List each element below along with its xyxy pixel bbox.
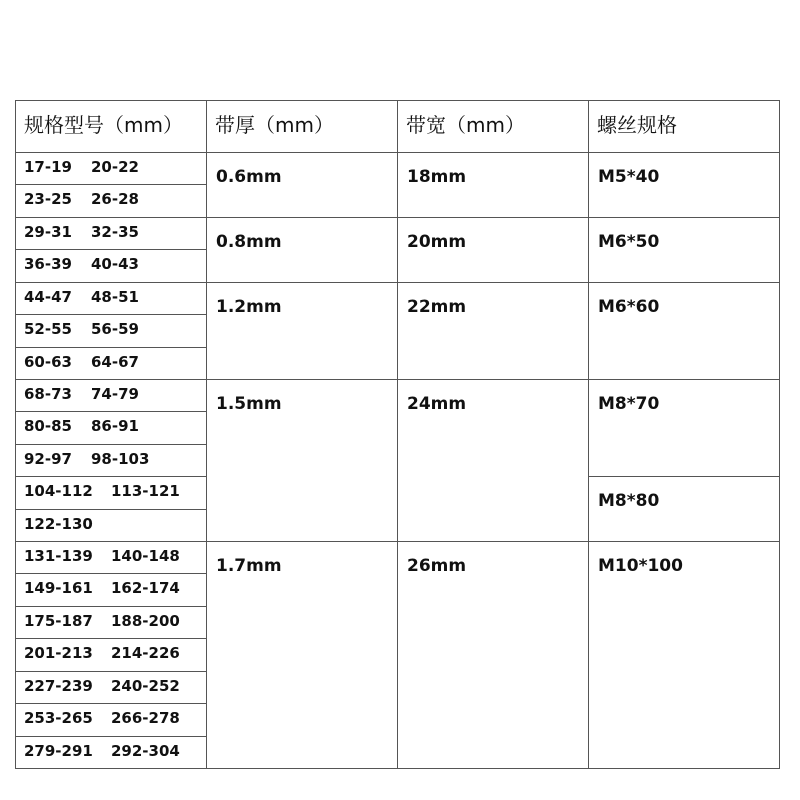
header-width: 带宽（mm）	[406, 113, 525, 137]
width-value: 22mm	[407, 297, 467, 317]
size-range: 214-226	[111, 644, 180, 662]
grid-hline-top	[15, 100, 780, 101]
size-range: 149-161	[24, 579, 93, 597]
grid-hline-size-row	[15, 638, 206, 639]
size-range: 188-200	[111, 612, 180, 630]
grid-hline-header	[15, 152, 780, 153]
size-range: 44-47	[24, 288, 72, 306]
size-range: 68-73	[24, 385, 72, 403]
screw-value: M10*100	[598, 556, 683, 576]
size-range: 86-91	[91, 417, 139, 435]
thickness-value: 0.8mm	[216, 232, 282, 252]
size-range: 48-51	[91, 288, 139, 306]
size-range: 279-291	[24, 742, 93, 760]
size-range: 162-174	[111, 579, 180, 597]
size-range: 175-187	[24, 612, 93, 630]
grid-hline-size-row	[15, 444, 206, 445]
grid-vline	[206, 100, 207, 768]
grid-hline-size-row	[15, 184, 206, 185]
size-range: 17-19	[24, 158, 72, 176]
grid-hline-size-row	[15, 314, 206, 315]
grid-hline-size-row	[15, 541, 206, 542]
size-range: 201-213	[24, 644, 93, 662]
grid-hline-size-row	[15, 249, 206, 250]
thickness-value: 1.5mm	[216, 394, 282, 414]
size-range: 32-35	[91, 223, 139, 241]
grid-hline-size-row	[15, 606, 206, 607]
size-range: 292-304	[111, 742, 180, 760]
grid-hline-group	[206, 379, 588, 380]
grid-hline-screw	[588, 379, 780, 380]
grid-hline-size-row	[15, 476, 206, 477]
grid-vline	[779, 100, 780, 768]
screw-value: M8*80	[598, 491, 660, 511]
size-range: 40-43	[91, 255, 139, 273]
grid-hline-screw	[588, 476, 780, 477]
grid-hline-size-row	[15, 347, 206, 348]
size-range: 74-79	[91, 385, 139, 403]
grid-hline-group	[206, 768, 588, 769]
width-value: 24mm	[407, 394, 467, 414]
grid-hline-group	[206, 217, 588, 218]
size-range: 60-63	[24, 353, 72, 371]
size-range: 266-278	[111, 709, 180, 727]
width-value: 20mm	[407, 232, 467, 252]
grid-vline	[397, 100, 398, 768]
grid-hline-size-row	[15, 736, 206, 737]
grid-hline-size-row	[15, 411, 206, 412]
size-range: 240-252	[111, 677, 180, 695]
size-range: 23-25	[24, 190, 72, 208]
grid-hline-screw	[588, 282, 780, 283]
screw-value: M6*50	[598, 232, 660, 252]
header-size: 规格型号（mm）	[24, 113, 183, 137]
size-range: 20-22	[91, 158, 139, 176]
grid-hline-size-row	[15, 573, 206, 574]
header-screw: 螺丝规格	[597, 113, 677, 137]
thickness-value: 1.2mm	[216, 297, 282, 317]
grid-hline-size-row	[15, 671, 206, 672]
size-range: 131-139	[24, 547, 93, 565]
grid-vline	[588, 100, 589, 768]
grid-hline-screw	[588, 217, 780, 218]
grid-hline-screw	[588, 768, 780, 769]
size-range: 80-85	[24, 417, 72, 435]
grid-hline-size-row	[15, 282, 206, 283]
thickness-value: 0.6mm	[216, 167, 282, 187]
grid-hline-group	[206, 541, 588, 542]
size-range: 113-121	[111, 482, 180, 500]
width-value: 18mm	[407, 167, 467, 187]
size-range: 92-97	[24, 450, 72, 468]
size-range: 36-39	[24, 255, 72, 273]
size-range: 253-265	[24, 709, 93, 727]
size-range: 122-130	[24, 515, 93, 533]
grid-hline-screw	[588, 541, 780, 542]
grid-vline	[15, 100, 16, 768]
grid-hline-size-row	[15, 217, 206, 218]
size-range: 140-148	[111, 547, 180, 565]
size-range: 227-239	[24, 677, 93, 695]
size-range: 56-59	[91, 320, 139, 338]
grid-hline-size-row	[15, 768, 206, 769]
screw-value: M8*70	[598, 394, 660, 414]
header-thickness: 带厚（mm）	[215, 113, 334, 137]
grid-hline-size-row	[15, 509, 206, 510]
width-value: 26mm	[407, 556, 467, 576]
grid-hline-size-row	[15, 379, 206, 380]
size-range: 26-28	[91, 190, 139, 208]
screw-value: M5*40	[598, 167, 660, 187]
screw-value: M6*60	[598, 297, 660, 317]
grid-hline-size-row	[15, 703, 206, 704]
size-range: 52-55	[24, 320, 72, 338]
size-range: 64-67	[91, 353, 139, 371]
size-range: 29-31	[24, 223, 72, 241]
size-range: 104-112	[24, 482, 93, 500]
grid-hline-group	[206, 282, 588, 283]
size-range: 98-103	[91, 450, 150, 468]
thickness-value: 1.7mm	[216, 556, 282, 576]
